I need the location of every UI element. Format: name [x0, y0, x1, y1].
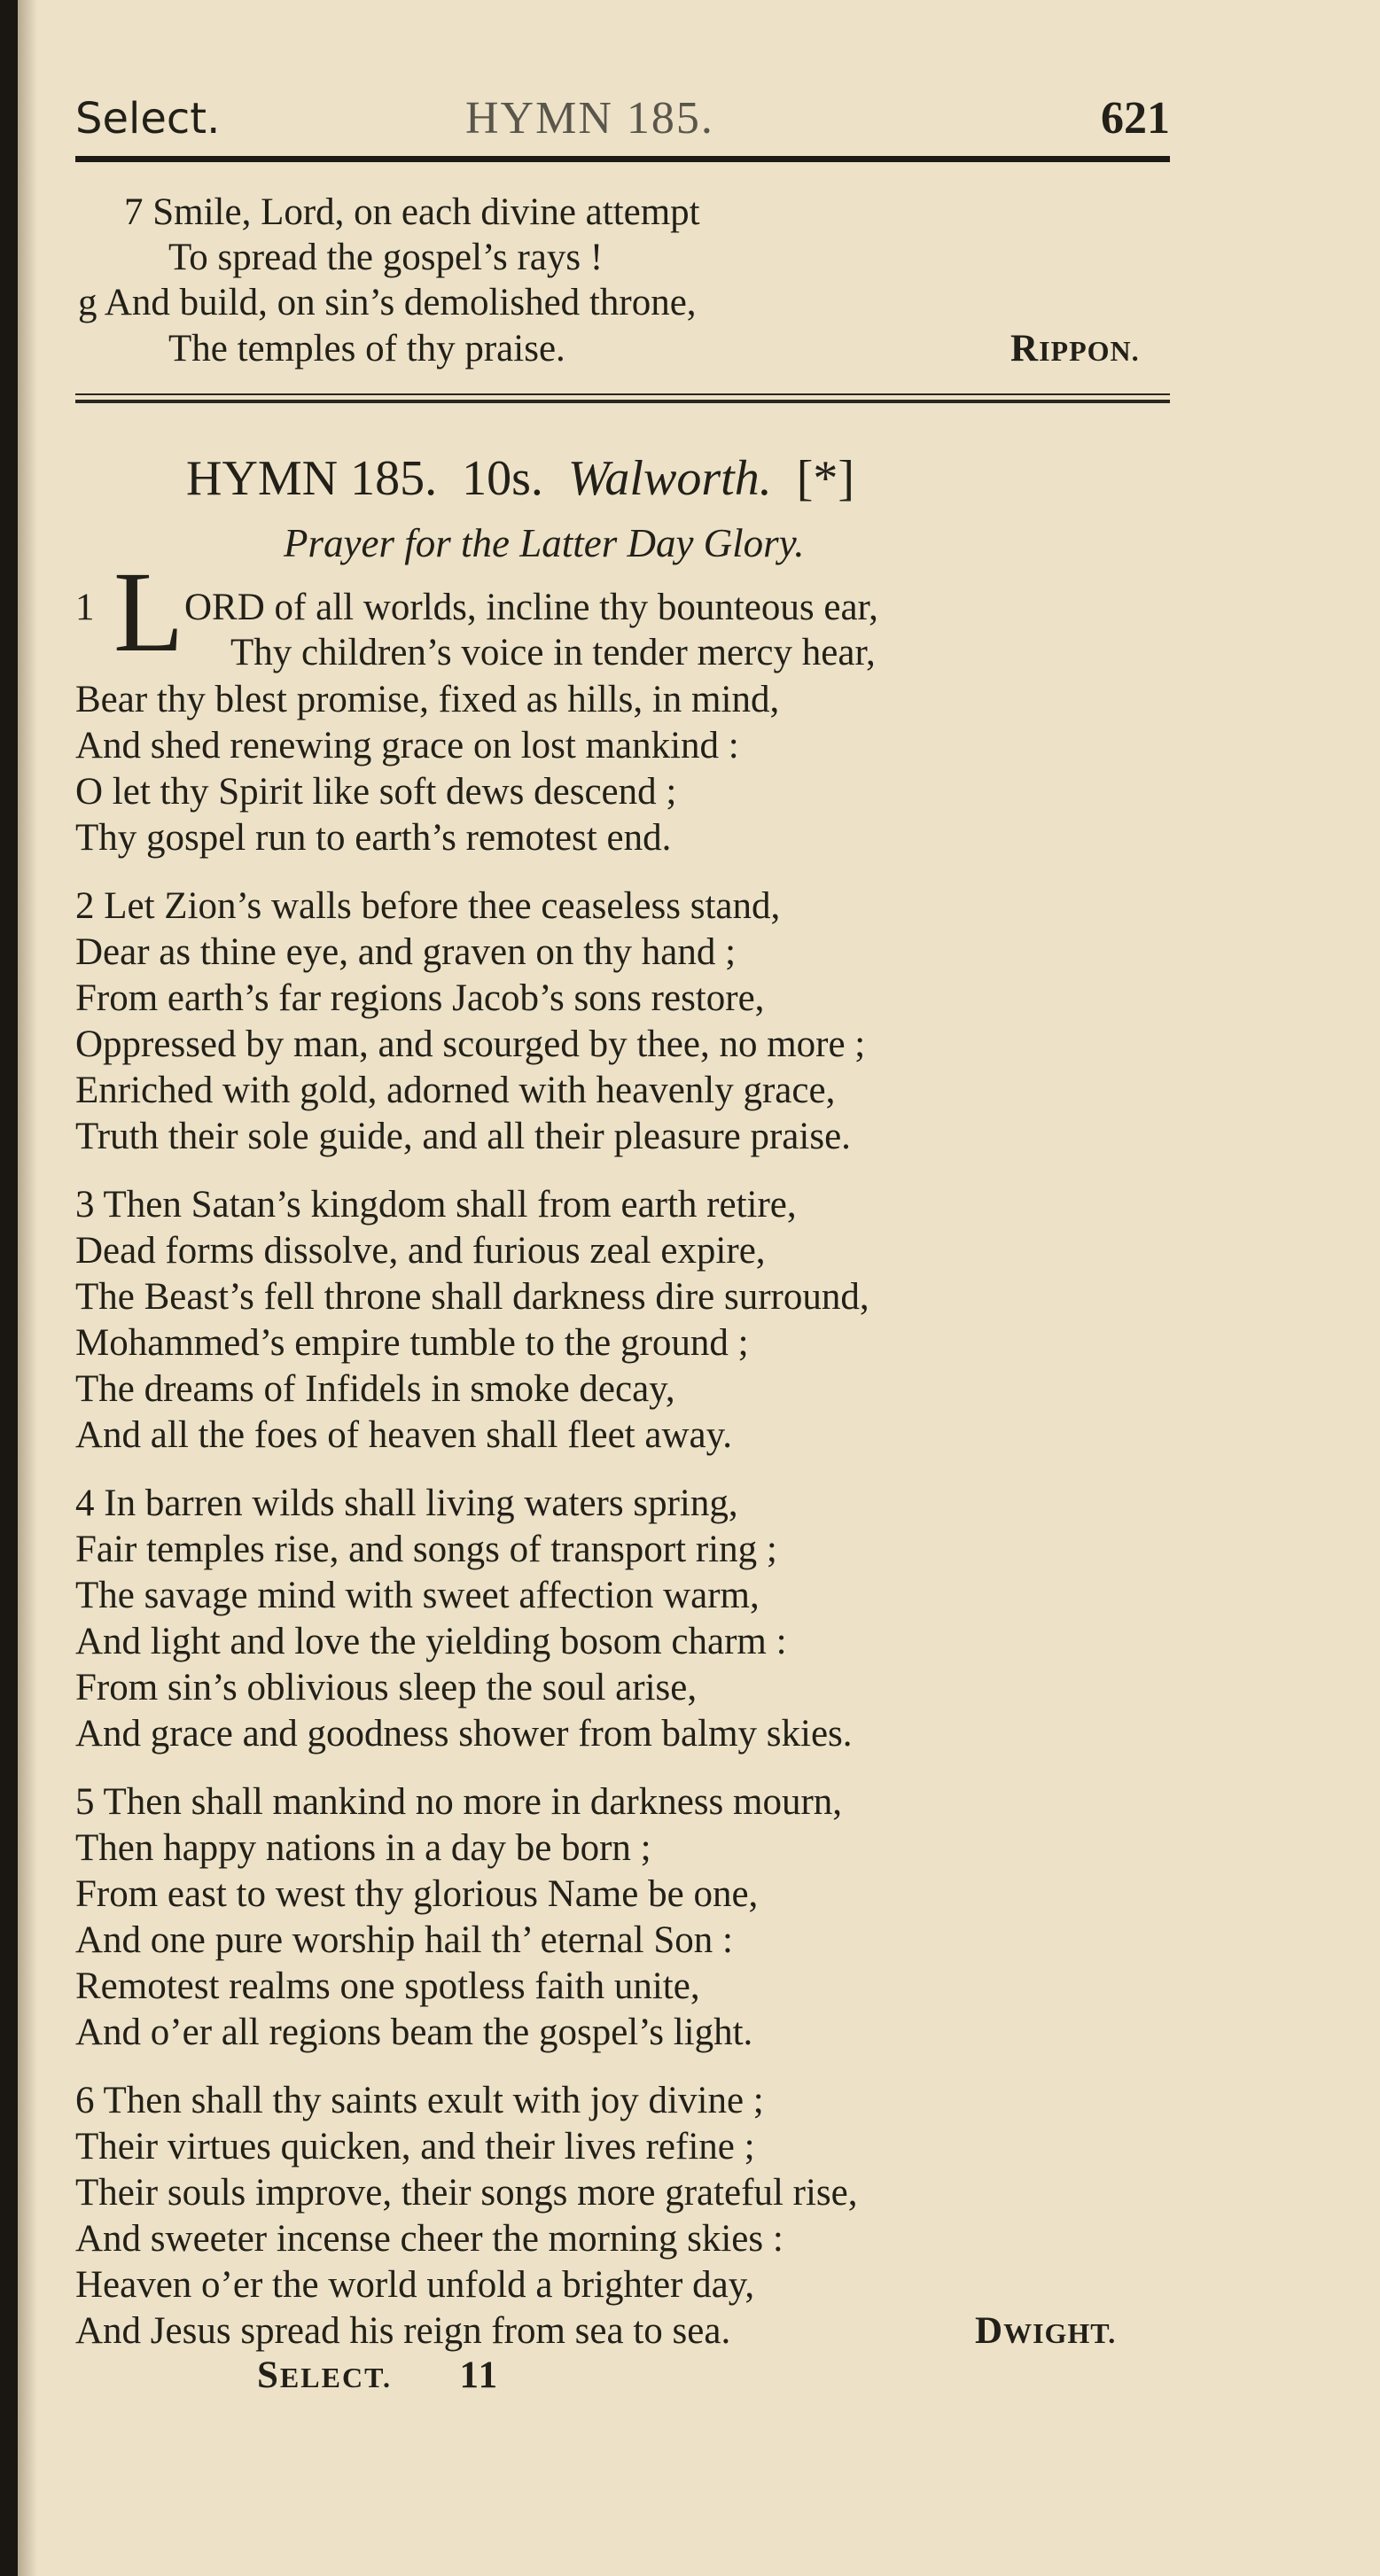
attribution-rest: IPPON. — [1039, 335, 1140, 367]
page-number: 621 — [1101, 93, 1170, 144]
verse-line: The dreams of Infidels in smoke decay, — [75, 1368, 675, 1410]
hymn-tune: Walworth. — [567, 451, 772, 506]
hymn-subtitle: Prayer for the Latter Day Glory. — [284, 521, 805, 565]
verse-line: Their souls improve, their songs more grateful rise, — [75, 2172, 858, 2214]
verse-line: Then happy nations in a day be born ; — [75, 1827, 651, 1869]
verse-line: And all the foes of heaven shall fleet away. — [75, 1414, 733, 1456]
verse-line: Heaven o’er the world unfold a brighter day, — [75, 2264, 755, 2306]
header-hymn-label: HYMN 185. — [465, 93, 714, 144]
verse-line: Dear as thine eye, and graven on thy hand ; — [75, 931, 737, 973]
signature-label: ELECT. — [279, 2362, 393, 2393]
verse-line: From sin’s oblivious sleep the soul arise, — [75, 1667, 698, 1708]
verse-line: Truth their sole guide, and all their pleasure praise. — [75, 1116, 851, 1157]
verse-line: Dead forms dissolve, and furious zeal expire, — [75, 1230, 766, 1272]
signature-initial: S — [257, 2354, 280, 2396]
attribution-rest: WIGHT. — [1003, 2317, 1117, 2349]
verse-line: 2 Let Zion’s walls before thee ceaseless stand, — [75, 885, 781, 927]
verse-line: Thy children’s voice in tender mercy hear, — [230, 632, 876, 673]
page-binding-edge — [0, 0, 18, 2576]
verse-line: From earth’s far regions Jacob’s sons restore, — [75, 977, 765, 1019]
verse-line: And Jesus spread his reign from sea to sea. — [75, 2310, 731, 2352]
verse-line: To spread the gospel’s rays ! — [168, 237, 604, 278]
verse-line: Mohammed’s empire tumble to the ground ; — [75, 1322, 749, 1364]
header-section-label: Select. — [75, 94, 221, 144]
verse-line: And grace and goodness shower from balmy skies. — [75, 1713, 853, 1755]
verse-line: 4 In barren wilds shall living waters spring, — [75, 1483, 738, 1524]
verse-line: Bear thy blest promise, fixed as hills, in mind, — [75, 679, 780, 720]
verse-line: 6 Then shall thy saints exult with joy divine ; — [75, 2080, 764, 2121]
page-gutter-shadow — [18, 0, 37, 2576]
stanza-number: 1 — [75, 587, 95, 628]
verse-line: The temples of thy praise. — [168, 328, 565, 370]
hymn-divider-bottom — [75, 400, 1170, 403]
verse-line: And one pure worship hail th’ eternal Son : — [75, 1919, 733, 1961]
attribution-initial: R — [1010, 328, 1040, 370]
author-attribution-rippon — [1010, 326, 1140, 374]
verse-line: 7 Smile, Lord, on each divine attempt — [124, 191, 700, 233]
hymn-title-line — [186, 447, 854, 510]
attribution-initial: D — [975, 2310, 1004, 2352]
drop-cap-letter: L — [113, 549, 184, 676]
verse-line: Fair temples rise, and songs of transport ring ; — [75, 1529, 777, 1570]
hymn-title: HYMN 185. — [186, 451, 438, 506]
verse-line: Their virtues quicken, and their lives refine ; — [75, 2126, 755, 2167]
verse-line: Thy gospel run to earth’s remotest end. — [75, 817, 672, 859]
hymn-divider-top — [75, 393, 1170, 395]
verse-line: Remotest realms one spotless faith unite, — [75, 1965, 700, 2007]
verse-line: Oppressed by man, and scourged by thee, no more ; — [75, 1023, 866, 1065]
signature-mark — [257, 2353, 499, 2401]
signature-number: 11 — [459, 2354, 500, 2396]
hymn-mark: [*] — [796, 451, 854, 506]
verse-line: Enriched with gold, adorned with heavenly grace, — [75, 1070, 836, 1111]
header-rule — [75, 156, 1170, 162]
running-header — [75, 87, 1170, 151]
author-attribution-dwight — [975, 2308, 1116, 2356]
verse-line: And light and love the yielding bosom charm : — [75, 1621, 787, 1662]
verse-line: 3 Then Satan’s kingdom shall from earth retire, — [75, 1184, 797, 1226]
verse-line: 5 Then shall mankind no more in darkness mourn, — [75, 1781, 843, 1823]
hymn-meter: 10s. — [462, 451, 543, 506]
verse-line: And o’er all regions beam the gospel’s light. — [75, 2012, 753, 2053]
verse-line: The savage mind with sweet affection warm, — [75, 1575, 760, 1616]
verse-line: The Beast’s fell throne shall darkness dire surround, — [75, 1276, 869, 1318]
verse-line: And sweeter incense cheer the morning skies : — [75, 2218, 784, 2260]
verse-line: From east to west thy glorious Name be one, — [75, 1873, 759, 1915]
verse-line: O let thy Spirit like soft dews descend ; — [75, 771, 677, 813]
verse-line: g And build, on sin’s demolished throne, — [78, 282, 697, 323]
verse-line: ORD of all worlds, incline thy bounteous ear, — [184, 587, 878, 628]
verse-line: And shed renewing grace on lost mankind : — [75, 725, 739, 767]
